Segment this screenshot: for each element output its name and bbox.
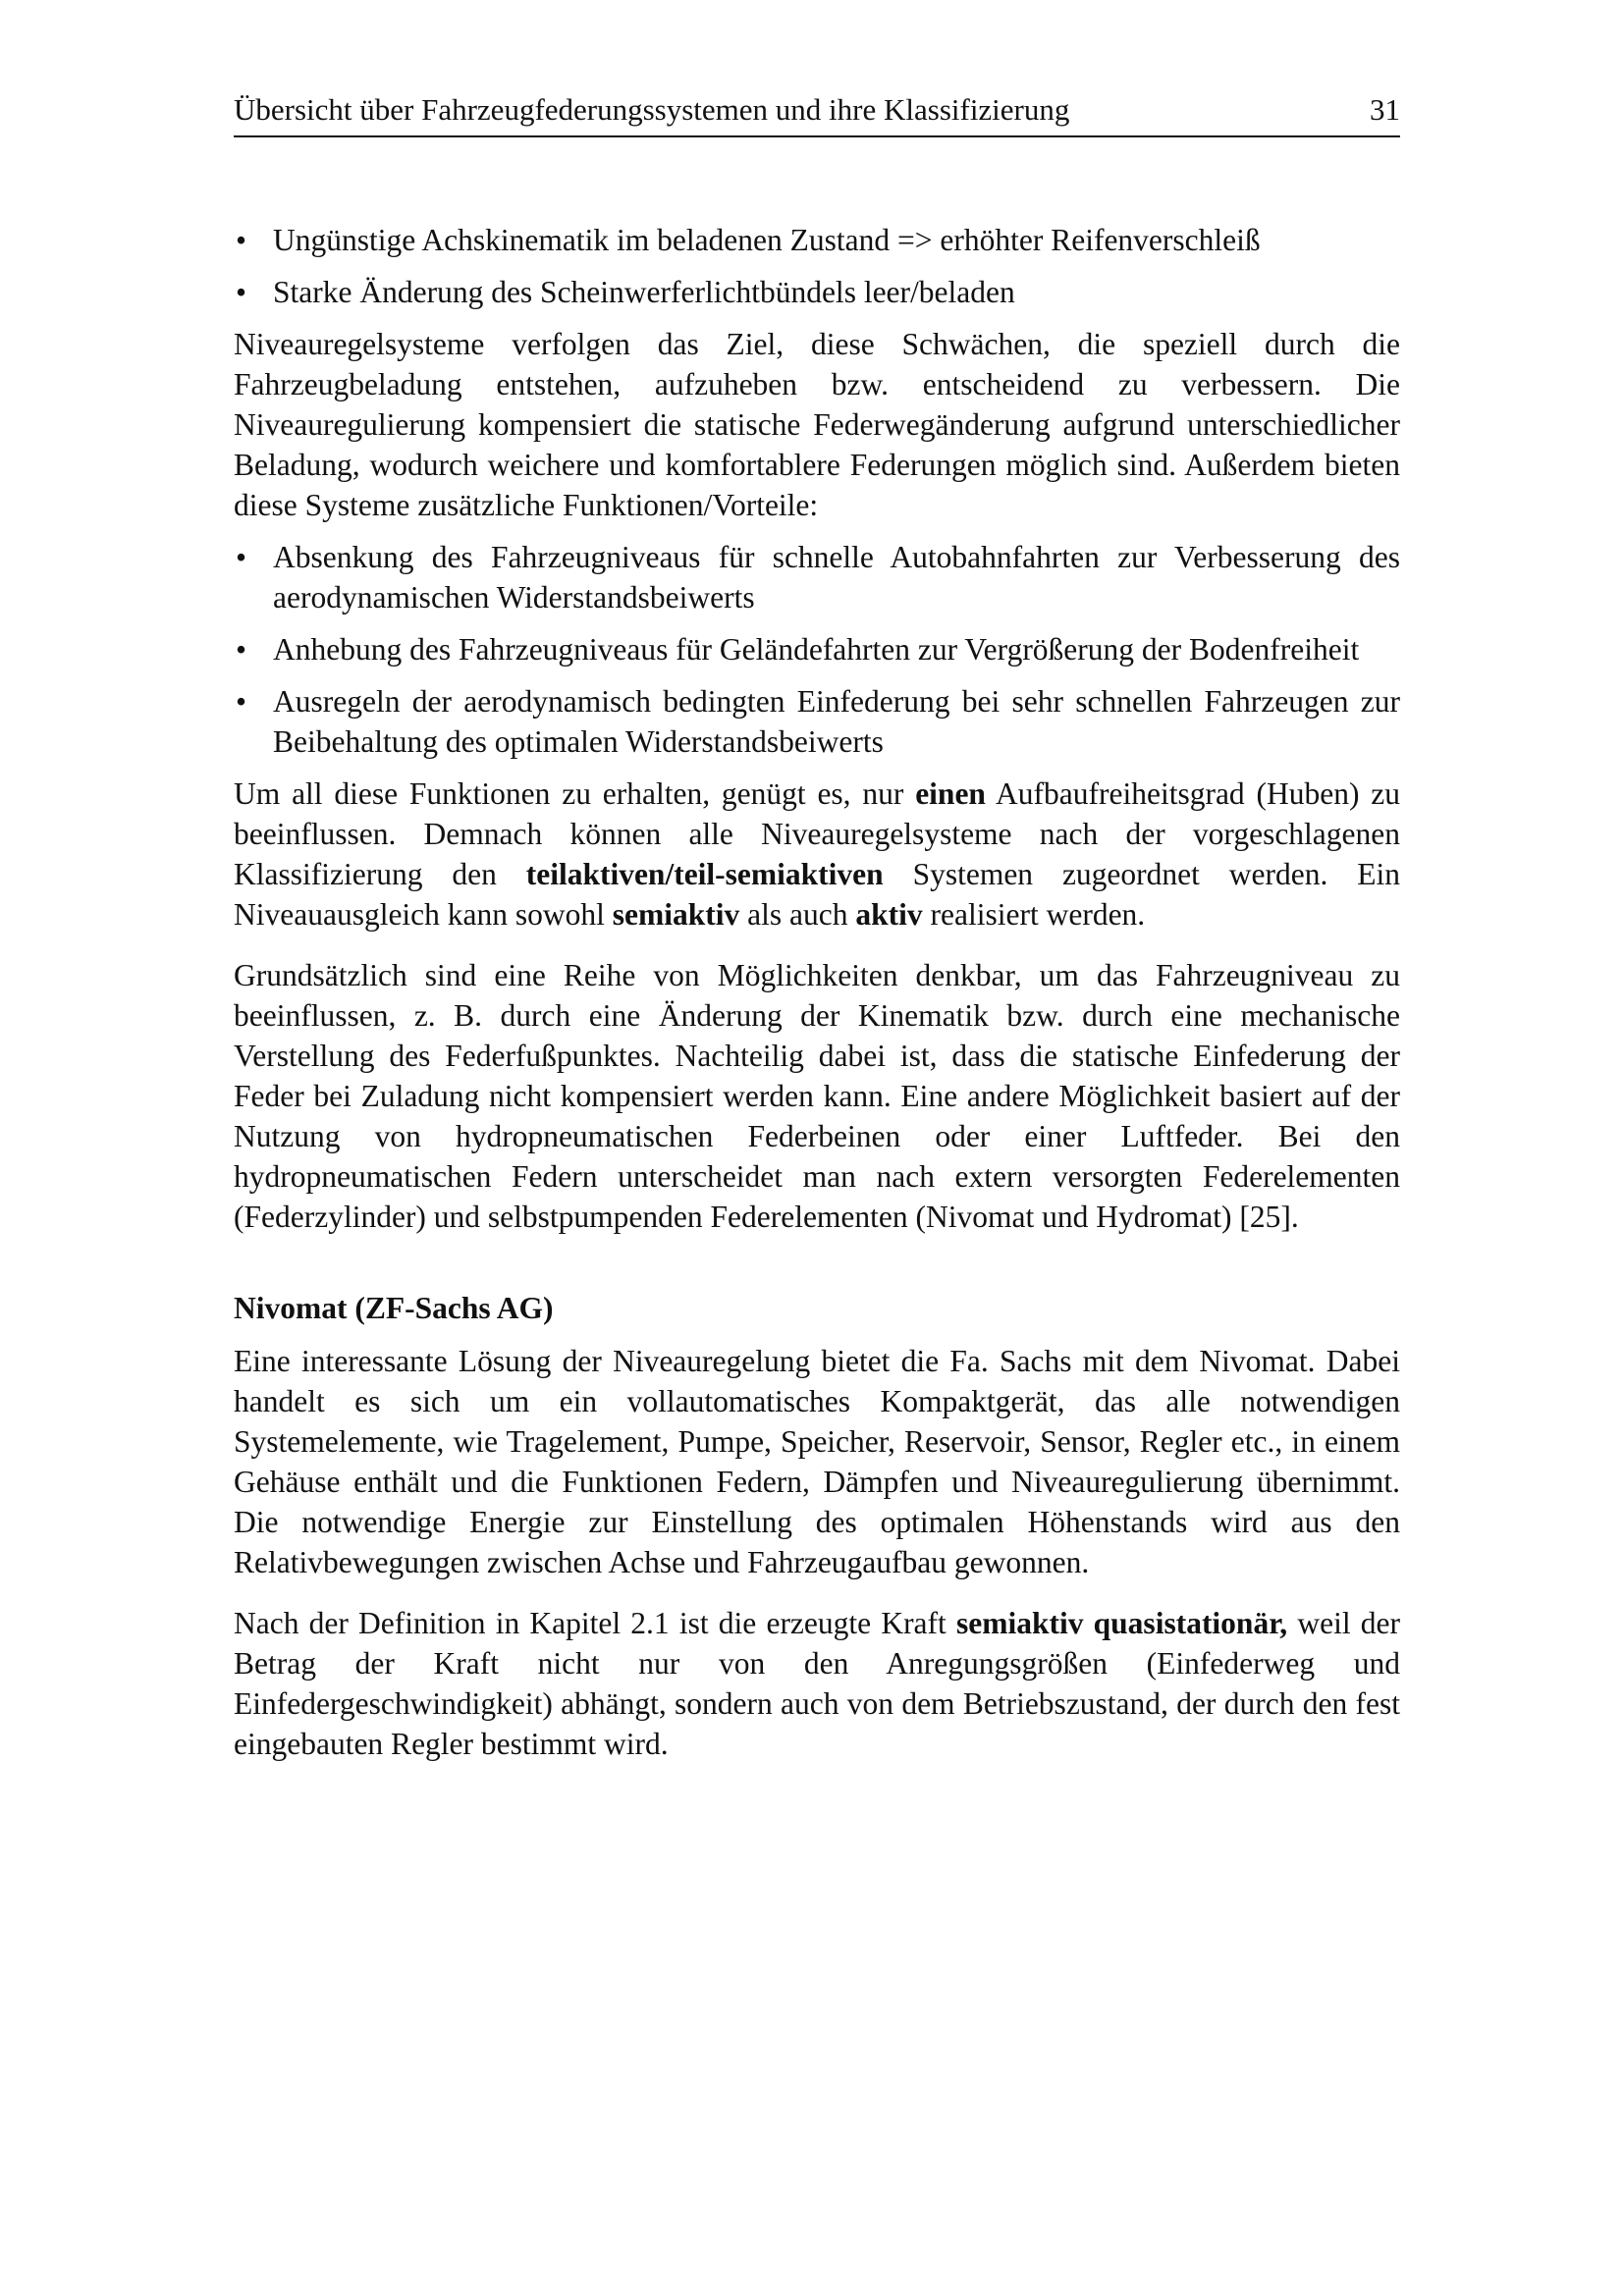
bullet-icon: • <box>236 223 247 257</box>
text-run: weil der Betrag der Kraft nicht nur von den Anregungsgrößen (Einfederweg und Einfedergeschwindigkeit) abhängt, sondern auch von dem Betriebszustand, der durch den fest eingebauten Regler bestimmt wird. <box>234 1606 1400 1761</box>
bold-term: aktiv <box>855 897 923 932</box>
text-run: Nach der Definition in Kapitel 2.1 ist die erzeugte Kraft <box>234 1606 956 1640</box>
bold-term: semiaktiv quasistationär, <box>955 1606 1288 1640</box>
list-item <box>234 629 1400 669</box>
body-text <box>234 220 1400 1785</box>
header-title: Übersicht über Fahrzeugfederungssystemen und ihre Klassifizierung <box>234 92 1070 127</box>
list-item-text: Ungünstige Achskinematik im beladenen Zustand => erhöhter Reifenverschleiß <box>273 223 1261 257</box>
paragraph-nivomat: Eine interessante Lösung der Niveauregelung bietet die Fa. Sachs mit dem Nivomat. Dabei handelt es sich um ein vollautomatisches Kompaktgerät, das alle notwendigen Systemelemente, wie Tragelement, Pumpe, Speicher, Reservoir, Sensor, Regler etc., in einem Gehäuse enthält und die Funktionen Federn, Dämpfen und Niveauregulierung übernimmt. Die notwendige Energie zur Einstellung des optimalen Höhenstands wird aus den Relativbewegungen zwischen Achse und Fahrzeugaufbau gewonnen. <box>234 1344 1400 1579</box>
bold-term: semiaktiv <box>612 897 740 932</box>
text-run: Um all diese Funktionen zu erhalten, genügt es, nur <box>234 776 916 811</box>
list-item-text: Anhebung des Fahrzeugniveaus für Geländefahrten zur Vergrößerung der Bodenfreiheit <box>273 632 1360 667</box>
paragraph-funktionen <box>234 774 1400 934</box>
bold-term: teilaktiven/teil-semiaktiven <box>525 857 884 891</box>
page-number: 31 <box>1370 92 1400 127</box>
bullet-icon: • <box>236 632 247 667</box>
paragraph-niveauregelsysteme: Niveauregelsysteme verfolgen das Ziel, diese Schwächen, die speziell durch die Fahrzeugbeladung entstehen, aufzuheben bzw. entscheidend zu verbessern. Die Niveauregulierung kompensiert die statische Federwegänderung aufgrund unterschiedlicher Beladung, wodurch weichere und komfortablere Federungen möglich sind. Außerdem bieten diese Systeme zusätzliche Funktionen/Vorteile: <box>234 327 1400 522</box>
bullet-list-drawbacks <box>234 220 1400 312</box>
bullet-icon: • <box>236 684 247 719</box>
list-item <box>234 537 1400 617</box>
text-run: Systemen zugeordnet werden. Ein Niveauausgleich kann sowohl <box>234 857 1400 932</box>
text-run: Aufbaufreiheitsgrad (Huben) zu beeinflussen. Demnach können alle Niveauregelsysteme nach der vorgeschlagenen Klassifizierung den <box>234 776 1400 891</box>
bold-term: einen <box>915 776 986 811</box>
list-item <box>234 220 1400 260</box>
list-item <box>234 681 1400 762</box>
section-heading: Nivomat (ZF-Sachs AG) <box>234 1291 554 1325</box>
text-run: realisiert werden. <box>922 897 1146 932</box>
bullet-list-functions <box>234 537 1400 762</box>
paragraph-definition <box>234 1603 1400 1764</box>
list-item-text: Absenkung des Fahrzeugniveaus für schnelle Autobahnfahrten zur Verbesserung des aerodynamischen Widerstandsbeiwerts <box>273 540 1400 614</box>
bullet-icon: • <box>236 275 247 309</box>
list-item-text: Starke Änderung des Scheinwerferlichtbündels leer/beladen <box>273 275 1015 309</box>
text-run: als auch <box>739 897 856 932</box>
bullet-icon: • <box>236 540 247 574</box>
running-header <box>234 86 1400 137</box>
paragraph-moeglichkeiten: Grundsätzlich sind eine Reihe von Möglichkeiten denkbar, um das Fahrzeugniveau zu beeinflussen, z. B. durch eine Änderung der Kinematik bzw. durch eine mechanische Verstellung des Federfußpunktes. Nachteilig dabei ist, dass die statische Einfederung der Feder bei Zuladung nicht kompensiert werden kann. Eine andere Möglichkeit basiert auf der Nutzung von hydropneumatischen Federbeinen oder einer Luftfeder. Bei den hydropneumatischen Federn unterscheidet man nach extern versorgten Federelementen (Federzylinder) und selbstpumpenden Federelementen (Nivomat und Hydromat) [25]. <box>234 958 1400 1234</box>
list-item <box>234 272 1400 312</box>
list-item-text: Ausregeln der aerodynamisch bedingten Einfederung bei sehr schnellen Fahrzeugen zur Beibehaltung des optimalen Widerstandsbeiwerts <box>273 684 1400 759</box>
